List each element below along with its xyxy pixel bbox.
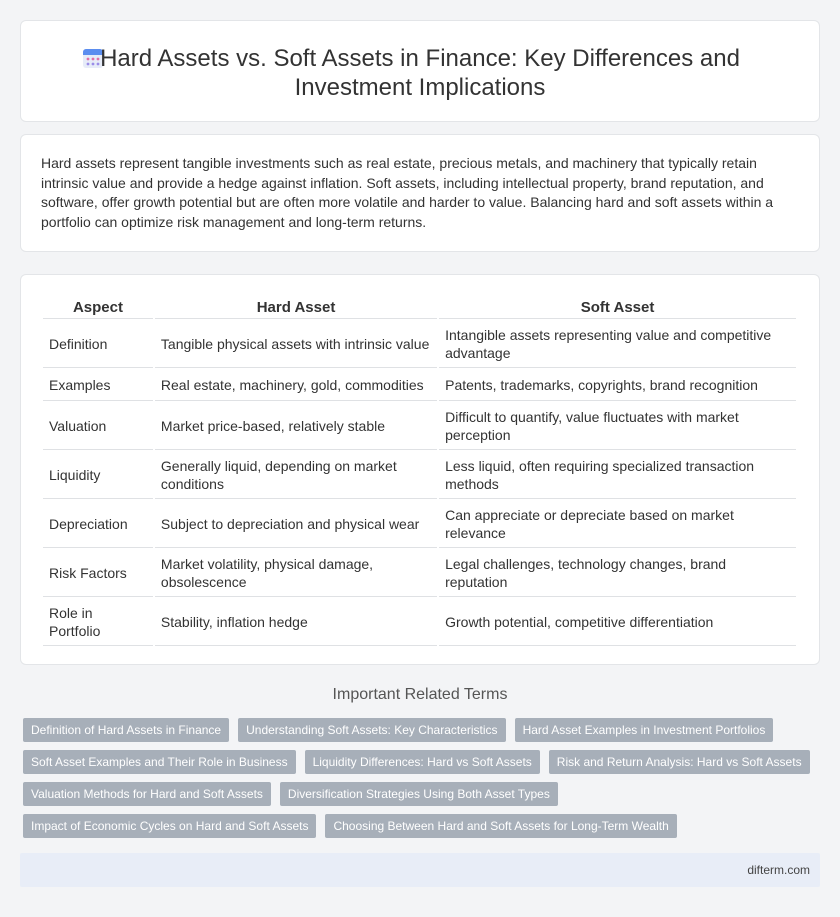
table-row [43, 599, 796, 646]
column-header-hard-asset: Hard Asset [155, 297, 437, 319]
table-cell-soft: Growth potential, competitive differentiation [439, 599, 796, 646]
related-term-tag[interactable]: Diversification Strategies Using Both Asset Types [280, 782, 558, 806]
related-terms-heading: Important Related Terms [332, 686, 508, 703]
related-term-tag[interactable]: Understanding Soft Assets: Key Characteristics [238, 718, 505, 742]
related-term-tag[interactable]: Risk and Return Analysis: Hard vs Soft Assets [549, 750, 810, 774]
table-row [43, 501, 796, 548]
table-cell-soft: Difficult to quantify, value fluctuates with market perception [439, 403, 796, 450]
related-term-tag[interactable]: Definition of Hard Assets in Finance [23, 718, 229, 742]
table-cell-hard: Tangible physical assets with intrinsic value [155, 321, 437, 368]
table-cell-soft: Can appreciate or depreciate based on market relevance [439, 501, 796, 548]
table-cell-soft: Patents, trademarks, copyrights, brand recognition [439, 370, 796, 401]
table-row [43, 321, 796, 368]
intro-card [20, 134, 820, 252]
page-title: Hard Assets vs. Soft Assets in Finance: Key Differences and Investment Implications [100, 45, 740, 101]
table-cell-aspect: Examples [43, 370, 153, 401]
related-term-tag[interactable]: Soft Asset Examples and Their Role in Business [23, 750, 296, 774]
table-row [43, 403, 796, 450]
table-cell-aspect: Valuation [43, 403, 153, 450]
comparison-table-card [20, 274, 820, 665]
table-row [43, 370, 796, 401]
table-cell-hard: Stability, inflation hedge [155, 599, 437, 646]
title-card [20, 20, 820, 122]
table-cell-hard: Subject to depreciation and physical wear [155, 501, 437, 548]
table-cell-aspect: Role in Portfolio [43, 599, 153, 646]
related-term-tag[interactable]: Liquidity Differences: Hard vs Soft Assets [305, 750, 540, 774]
table-cell-aspect: Definition [43, 321, 153, 368]
footer [20, 853, 820, 887]
footer-site-link[interactable]: difterm.com [747, 863, 810, 877]
table-cell-aspect: Liquidity [43, 452, 153, 499]
related-term-tag[interactable]: Choosing Between Hard and Soft Assets for Long-Term Wealth [325, 814, 676, 838]
related-term-tag[interactable]: Valuation Methods for Hard and Soft Assets [23, 782, 271, 806]
table-cell-aspect: Depreciation [43, 501, 153, 548]
table-header-row [43, 297, 796, 319]
table-row [43, 452, 796, 499]
table-cell-soft: Legal challenges, technology changes, brand reputation [439, 550, 796, 597]
table-row [43, 550, 796, 597]
table-cell-hard: Real estate, machinery, gold, commodities [155, 370, 437, 401]
intro-paragraph: Hard assets represent tangible investments such as real estate, precious metals, and machinery that typically retain intrinsic value and provide a hedge against inflation. Soft assets, including intellectual property, brand reputation, and software, offer growth potential but are often more volatile and harder to value. Balancing hard and soft assets within a portfolio can optimize risk management and long-term returns. [41, 155, 774, 230]
column-header-aspect: Aspect [43, 297, 153, 319]
related-term-tag[interactable]: Hard Asset Examples in Investment Portfolios [515, 718, 774, 742]
table-cell-soft: Intangible assets representing value and competitive advantage [439, 321, 796, 368]
column-header-soft-asset: Soft Asset [439, 297, 796, 319]
table-cell-soft: Less liquid, often requiring specialized transaction methods [439, 452, 796, 499]
table-cell-hard: Generally liquid, depending on market conditions [155, 452, 437, 499]
related-terms-list [23, 718, 823, 846]
table-cell-hard: Market volatility, physical damage, obsolescence [155, 550, 437, 597]
table-cell-hard: Market price-based, relatively stable [155, 403, 437, 450]
comparison-table [41, 295, 798, 648]
related-term-tag[interactable]: Impact of Economic Cycles on Hard and Soft Assets [23, 814, 316, 838]
table-cell-aspect: Risk Factors [43, 550, 153, 597]
